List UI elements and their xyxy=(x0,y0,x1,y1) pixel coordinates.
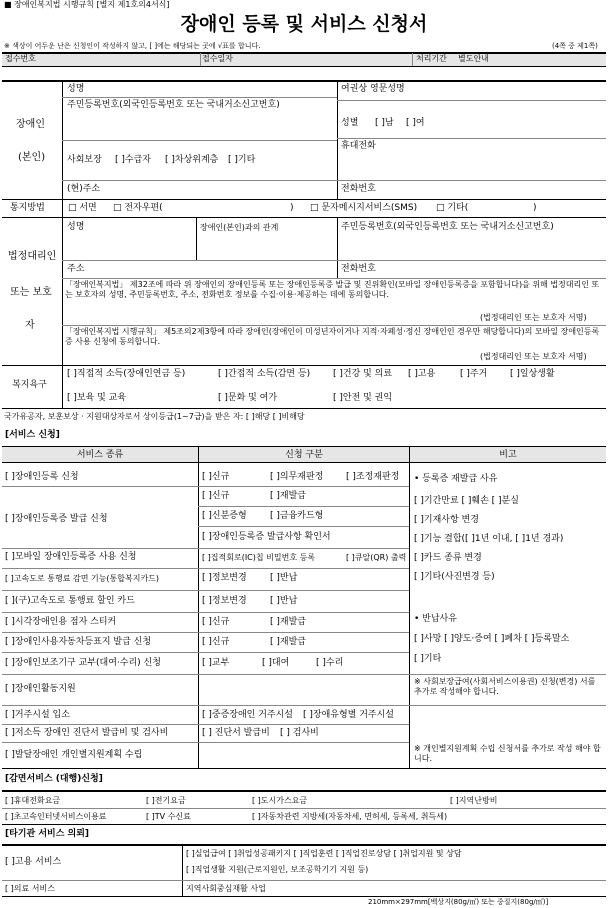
mobile-qr-checkbox[interactable]: [ ]큐알(QR) 출력 xyxy=(346,553,407,562)
note-reissue-options[interactable]: [ ]기간만료 [ ]훼손 [ ]분실 xyxy=(414,496,519,506)
social-security-label: 사회보장 xyxy=(67,155,102,165)
note-individual-plan: ※ 개인별지원계획 수립 신청서를 추가로 작성 해야 합니다. xyxy=(414,744,601,763)
welfare-direct-income[interactable]: [ ]직접적 소득(장애인연금 등) xyxy=(67,369,186,379)
service-toll-old-card[interactable]: [ ](구)고속도로 통행료 할인 카드 xyxy=(5,596,135,606)
note-info-change[interactable]: [ ]기재사항 변경 xyxy=(414,515,479,525)
notify-email-checkbox[interactable]: □ 전자우편( xyxy=(113,203,163,213)
note-card-type-change[interactable]: [ ]카드 종류 변경 xyxy=(414,553,482,563)
service-braille-sticker[interactable]: [ ]시각장애인용 점자 스티커 xyxy=(5,617,117,627)
residential-type-checkbox[interactable]: [ ]장애유형별 거주시설 xyxy=(303,710,394,720)
welfare-label: 복지욕구 xyxy=(12,380,47,390)
receipt-number-label: 접수번호 xyxy=(5,54,36,63)
welfare-education[interactable]: [ ]보육 및 교육 xyxy=(67,393,127,403)
reduction-car-tax-checkbox[interactable]: [ ]자동차관련 지방세(자동차세, 면허세, 등록세, 취득세) xyxy=(252,812,448,821)
employment-options[interactable]: [ ]실업급여 [ ]취업성공패키지 [ ]직업훈련 [ ]직업진로상담 [ ]취업지원 및 상담 xyxy=(186,849,462,858)
braille-new-checkbox[interactable]: [ ]신규 xyxy=(202,617,230,627)
gender-male-checkbox[interactable]: [ ]남 xyxy=(375,118,394,128)
welfare-indirect-income[interactable]: [ ]간접적 소득(감면 등) xyxy=(218,369,311,379)
card-reissue-checkbox[interactable]: [ ]재발급 xyxy=(270,491,306,501)
device-rent-checkbox[interactable]: [ ]대여 xyxy=(262,658,290,668)
guardian-relation-label: 장애인(본인)과의 관계 xyxy=(200,223,279,232)
service-registration[interactable]: [ ]장애인등록 신청 xyxy=(5,472,79,482)
security-other-checkbox[interactable]: [ ]기타 xyxy=(228,155,256,165)
guardian-signature-1[interactable]: (법정대리인 또는 보호자 서명) xyxy=(480,313,587,322)
reduction-section-title: [감면서비스 (대행)신청] xyxy=(5,774,103,784)
note-function-combine[interactable]: [ ]기능 결합([ ]1년 이내, [ ]1년 경과) xyxy=(414,534,564,544)
note-other-photo[interactable]: [ ]기타(사진변경 등) xyxy=(414,572,495,582)
recipient-checkbox[interactable]: [ ]수급자 xyxy=(115,155,151,165)
braille-reissue-checkbox[interactable]: [ ]재발급 xyxy=(270,617,306,627)
reg-adjust-recheck-checkbox[interactable]: [ ]조정재판정 xyxy=(346,472,400,482)
device-grant-checkbox[interactable]: [ ]교부 xyxy=(202,658,230,668)
service-toll-integrated[interactable]: [ ]고속도로 통행료 감면 기능(통합복지카드) xyxy=(5,574,160,583)
mobile-consent-text: 「장애인복지법 시행규칙」 제5조의2제3항에 따라 장애인(장애인이 미성년자이거나 지적·자폐성·정신 장애인인 경우만 해당합니다)의 모바일 장애인등록증 사용 신청에 동의합니다. xyxy=(65,327,600,346)
parking-reissue-checkbox[interactable]: [ ]재발급 xyxy=(270,637,306,647)
reg-new-checkbox[interactable]: [ ]신규 xyxy=(202,472,230,482)
diagnosis-fee-checkbox[interactable]: [ ] 진단서 발급비 xyxy=(202,728,270,738)
note-return-reason: • 반납사유 xyxy=(414,614,457,624)
guardian-label-2: 또는 보호 xyxy=(10,287,52,298)
service-diagnosis-cost[interactable]: [ ]저소득 장애인 진단서 발급비 및 검사비 xyxy=(5,728,169,738)
applicant-label: 장애인 xyxy=(16,119,45,130)
service-mobile-card[interactable]: [ ]모바일 장애인등록증 사용 신청 xyxy=(5,552,137,562)
parking-new-checkbox[interactable]: [ ]신규 xyxy=(202,637,230,647)
applicant-name-label: 성명 xyxy=(67,84,85,94)
mobile-phone-label: 휴대전화 xyxy=(341,141,376,151)
note-return-other[interactable]: [ ]기타 xyxy=(414,654,442,664)
welfare-safety[interactable]: [ ]안전 및 권익 xyxy=(333,393,393,403)
passport-name-label: 여권상 영문성명 xyxy=(341,84,405,94)
guardian-name-label: 성명 xyxy=(67,222,85,232)
note-reissue-reason: • 등록증 재발급 사유 xyxy=(414,474,498,484)
welfare-employment[interactable]: [ ]고용 xyxy=(408,369,436,379)
service-assistive-device[interactable]: [ ]장애인보조기구 교부(대여·수리) 신청 xyxy=(5,658,161,668)
processing-period-value: 별도안내 xyxy=(458,54,489,63)
medical-option: 지역사회중심재활 사업 xyxy=(186,884,266,893)
mobile-ic-pin-checkbox[interactable]: [ ]집적회로(IC)칩 비밀번호 등록 xyxy=(202,553,316,562)
gender-label: 성별 xyxy=(341,118,359,128)
instruction-note: ※ 색상이 어두운 난은 신청인이 작성하지 않고, [ ]에는 해당되는 곳에 √표를 합니다. xyxy=(4,42,261,50)
toll-return-checkbox[interactable]: [ ]반납 xyxy=(270,573,298,583)
receipt-row xyxy=(2,52,606,66)
guardian-phone-label: 전화번호 xyxy=(341,264,376,274)
notify-other-checkbox[interactable]: □ 기타( xyxy=(436,203,469,213)
page-count: (4쪽 중 제1쪽) xyxy=(552,42,598,50)
reduction-tv-checkbox[interactable]: [ ]TV 수신료 xyxy=(146,812,191,821)
service-section-title: [서비스 신청] xyxy=(5,430,60,440)
service-residential[interactable]: [ ]거주시설 입소 xyxy=(5,710,70,720)
agency-section-title: [타기관 서비스 의뢰] xyxy=(5,829,90,839)
notify-sms-checkbox[interactable]: □ 문자메시지서비스(SMS) xyxy=(310,203,418,213)
processing-period-label: 처리기간 xyxy=(416,54,447,63)
reduction-heating-checkbox[interactable]: [ ]지역난방비 xyxy=(450,796,498,805)
card-confirmation-checkbox[interactable]: [ ]장애인등록증 발급사항 확인서 xyxy=(202,532,331,542)
exam-fee-checkbox[interactable]: [ ] 검사비 xyxy=(280,728,319,738)
residential-severe-checkbox[interactable]: [ ]중증장애인 거주시설 xyxy=(202,710,293,720)
note-social-security: ※ 사회보장급여(사회서비스이용권) 신청(변경) 서를 추가로 작성해야 합니다. xyxy=(414,677,596,696)
welfare-health[interactable]: [ ]건강 및 의료 xyxy=(333,369,393,379)
page: ■ 장애인복지법 시행규칙 [별지 제1호의4서식] 장애인 등록 및 서비스 신청서 ※ 색상이 어두운 난은 신청인이 작성하지 않고, [ ]에는 해당되는 곳에 √표를 합니다. (4쪽 중 제1쪽) 접수번호 접수일자 처리기간 별도안내 장애인 (본인) 성명 여권상 영문성명 주민등록번호(외국인등록번호 또는 국내거소신고번호) 성별 [ ]남 [ ]여 사회보장 [ ]수급자 [ ]차상위계층 [ ]기타 휴대전화 (현)주소 전화번호 통지방법 □ 서면 □ 전자우편( ) □ 문자메시지서비스(SMS) □ 기타( ) 법정대리인 또는 보호 자 성명 장애인(본인)과의 관계 주민등록번호(외국인등록번호 또는 국내거소신고번호) 주소 전화번호 「장애인복지법」 제32조에 따라 위 장애인의 장애인등록 또는 장애인등록증 발급 및 진위확인(모바일 장애인등록증을 포함합니다)을 위해 법정대리인 또는 보호자의 성명, 주민등록번호, 주소, 전화번호 정보를 수집·이용·제공하는 데에 동의합니다. (법정대리인 또는 보호자 서명) 「장애인복지법 시행규칙」 제5조의2제3항에 따라 장애인(장애인이 미성년자이거나 지적·자폐성·정신 장애인인 경우만 해당합니다)의 모바일 장애인등록증 사용 신청에 동의합니다. (법정대리인 또는 보호자 서명) 복지욕구 [ ]직접적 소득(장애인연금 등) [ ]간접적 소득(감면 등) [ ]건강 및 의료 [ ]고용 [ ]주거 [ ]일상생활 [ ]보육 및 교육 [ ]문화 및 여가 [ ]안전 및 권익 국가유공자, 보훈보상 · 지원대상자로서 상이등급(1~7급)을 받은 자: [ ]해당 [ ]비해당 [서비스 신청] 서비스 종류 신청 구분 비고 [ ]장애인등록 신청 [ ]신규 [ ]의무재판정 [ ]조정재판정 [ ]장애인등록증 발급 신청 [ ]신규 [ ]재발급 [ ]신분증형 [ ]금융카드형 [ ]장애인등록증 발급사항 확인서 [ ]모바일 장애인등록증 사용 신청 [ ]집적회로(IC)칩 비밀번호 등록 [ ]큐알(QR) 출력 [ ]고속도로 통행료 감면 기능(통합복지카드) [ ]정보변경 [ ]반납 [ ](구)고속도로 통행료 할인 카드 [ ]정보변경 [ ]반납 [ ]시각장애인용 점자 스티커 [ ]신규 [ ]재발급 [ ]장애인사용자동차등표지 발급 신청 [ ]신규 [ ]재발급 [ ]장애인보조기구 교부(대여·수리) 신청 [ ]교부 [ ]대여 [ ]수리 [ ]장애인활동지원 [ ]거주시설 입소 [ ]중증장애인 거주시설 [ ]장애유형별 거주시설 [ ]저소득 장애인 진단서 발급비 및 검사비 [ ] 진단서 발급비 [ ] 검사비 [ ]발달장애인 개인별지원계획 수립 • 등록증 재발급 사유 [ ]기간만료 [ ]훼손 [ ]분실 [ ]기재사항 변경 [ ]기능 결합([ ]1년 이내, [ ]1년 경과) [ ]카드 종류 변경 [ ]기타(사진변경 등) • 반납사유 [ ]사망 [ ]양도·증여 [ ]폐차 [ ]등록말소 [ ]기타 ※ 사회보장급여(사회서비스이용권) 신청(변경) 서를 추가로 작성해야 합니다. ※ 개인별지원계획 수립 신청서를 추가로 작성 해야 합니다. [감면서비스 (대행)신청] [ ]휴대전화요금 [ ]전기요금 [ ]도시가스요금 [ ]지역난방비 [ ]초고속인터넷서비스이용료 [ ]TV 수신료 [ ]자동차관련 지방세(자동차세, 면허세, 등록세, 취득세) [타기관 서비스 의뢰] [ ]고용 서비스 [ ]실업급여 [ ]취업성공패키지 [ ]직업훈련 [ ]직업진로상담 [ ]취업지원 및 상담 [ ]직업생활 지원(근로지원인, 보조공학기기 지원 등) [ ]의료 서비스 지역사회중심재활 사업 210mm×297mm[백상지(80g/㎡) 또는 중질지(80g/㎡)] xyxy=(0,0,608,908)
service-parking-sign[interactable]: [ ]장애인사용자동차등표지 발급 신청 xyxy=(5,637,152,647)
form-reference: ■ 장애인복지법 시행규칙 [별지 제1호의4서식] xyxy=(4,0,170,9)
card-new-checkbox[interactable]: [ ]신규 xyxy=(202,491,230,501)
guardian-label-3: 자 xyxy=(25,320,35,331)
low-income-checkbox[interactable]: [ ]차상위계층 xyxy=(165,155,219,165)
guardian-rrn-label: 주민등록번호(외국인등록번호 또는 국내거소신고번호) xyxy=(341,222,554,232)
page-title: 장애인 등록 및 서비스 신청서 xyxy=(180,13,428,35)
paper-spec: 210mm×297mm[백상지(80g/㎡) 또는 중질지(80g/㎡)] xyxy=(368,898,549,906)
notify-method-label: 통지방법 xyxy=(10,203,45,213)
applicant-rrn-label: 주민등록번호(외국인등록번호 또는 국내거소신고번호) xyxy=(67,100,280,110)
welfare-housing[interactable]: [ ]주거 xyxy=(460,369,488,379)
notify-paper-checkbox[interactable]: □ 서면 xyxy=(68,203,97,213)
reduction-mobile-checkbox[interactable]: [ ]휴대전화요금 xyxy=(5,796,61,805)
col-request-type: 신청 구분 xyxy=(285,450,323,460)
card-finance-type-checkbox[interactable]: [ ]금융카드형 xyxy=(270,511,324,521)
reduction-internet-checkbox[interactable]: [ ]초고속인터넷서비스이용료 xyxy=(5,812,107,821)
service-developmental-plan[interactable]: [ ]발달장애인 개인별지원계획 수립 xyxy=(5,750,143,760)
reduction-electricity-checkbox[interactable]: [ ]전기요금 xyxy=(146,796,186,805)
old-toll-return-checkbox[interactable]: [ ]반납 xyxy=(270,596,298,606)
agency-medical[interactable]: [ ]의료 서비스 xyxy=(5,884,55,893)
col-remarks: 비고 xyxy=(499,450,517,460)
gender-female-checkbox[interactable]: [ ]여 xyxy=(406,118,425,128)
device-repair-checkbox[interactable]: [ ]수리 xyxy=(316,658,344,668)
employment-life-support[interactable]: [ ]직업생활 지원(근로지원인, 보조공학기기 지원 등) xyxy=(186,865,369,874)
toll-info-change-checkbox[interactable]: [ ]정보변경 xyxy=(202,573,247,583)
service-activity-support[interactable]: [ ]장애인활동지원 xyxy=(5,684,76,694)
guardian-consent-text: 「장애인복지법」 제32조에 따라 위 장애인의 장애인등록 또는 장애인등록증 발급 및 진위확인(모바일 장애인등록증을 포함합니다)을 위해 법정대리인 또는 보호자의 성명, 주민등록번호, 주소, 전화번호 정보를 수집·이용·제공하는 데에 동의합니다. xyxy=(65,280,600,299)
welfare-daily-life[interactable]: [ ]일상생활 xyxy=(510,369,555,379)
reduction-gas-checkbox[interactable]: [ ]도시가스요금 xyxy=(252,796,308,805)
applicant-self-label: (본인) xyxy=(18,152,46,163)
receipt-date-label: 접수일자 xyxy=(202,54,233,63)
col-service-type: 서비스 종류 xyxy=(76,450,124,460)
reg-mandatory-recheck-checkbox[interactable]: [ ]의무재판정 xyxy=(270,472,324,482)
card-id-type-checkbox[interactable]: [ ]신분증형 xyxy=(202,511,247,521)
note-return-options[interactable]: [ ]사망 [ ]양도·증여 [ ]폐차 [ ]등록말소 xyxy=(414,634,570,644)
applicant-address-label: (현)주소 xyxy=(67,184,101,194)
guardian-signature-2[interactable]: (법정대리인 또는 보호자 서명) xyxy=(480,352,587,361)
old-toll-info-change-checkbox[interactable]: [ ]정보변경 xyxy=(202,596,247,606)
guardian-address-label: 주소 xyxy=(67,264,85,274)
applicant-phone-label: 전화번호 xyxy=(341,184,376,194)
veteran-status[interactable]: 국가유공자, 보훈보상 · 지원대상자로서 상이등급(1~7급)을 받은 자: [ ]해당 [ ]비해당 xyxy=(4,412,305,421)
guardian-label: 법정대리인 xyxy=(8,251,57,262)
agency-employment[interactable]: [ ]고용 서비스 xyxy=(5,857,62,867)
welfare-culture[interactable]: [ ]문화 및 여가 xyxy=(218,393,278,403)
service-card-issue[interactable]: [ ]장애인등록증 발급 신청 xyxy=(5,514,108,524)
